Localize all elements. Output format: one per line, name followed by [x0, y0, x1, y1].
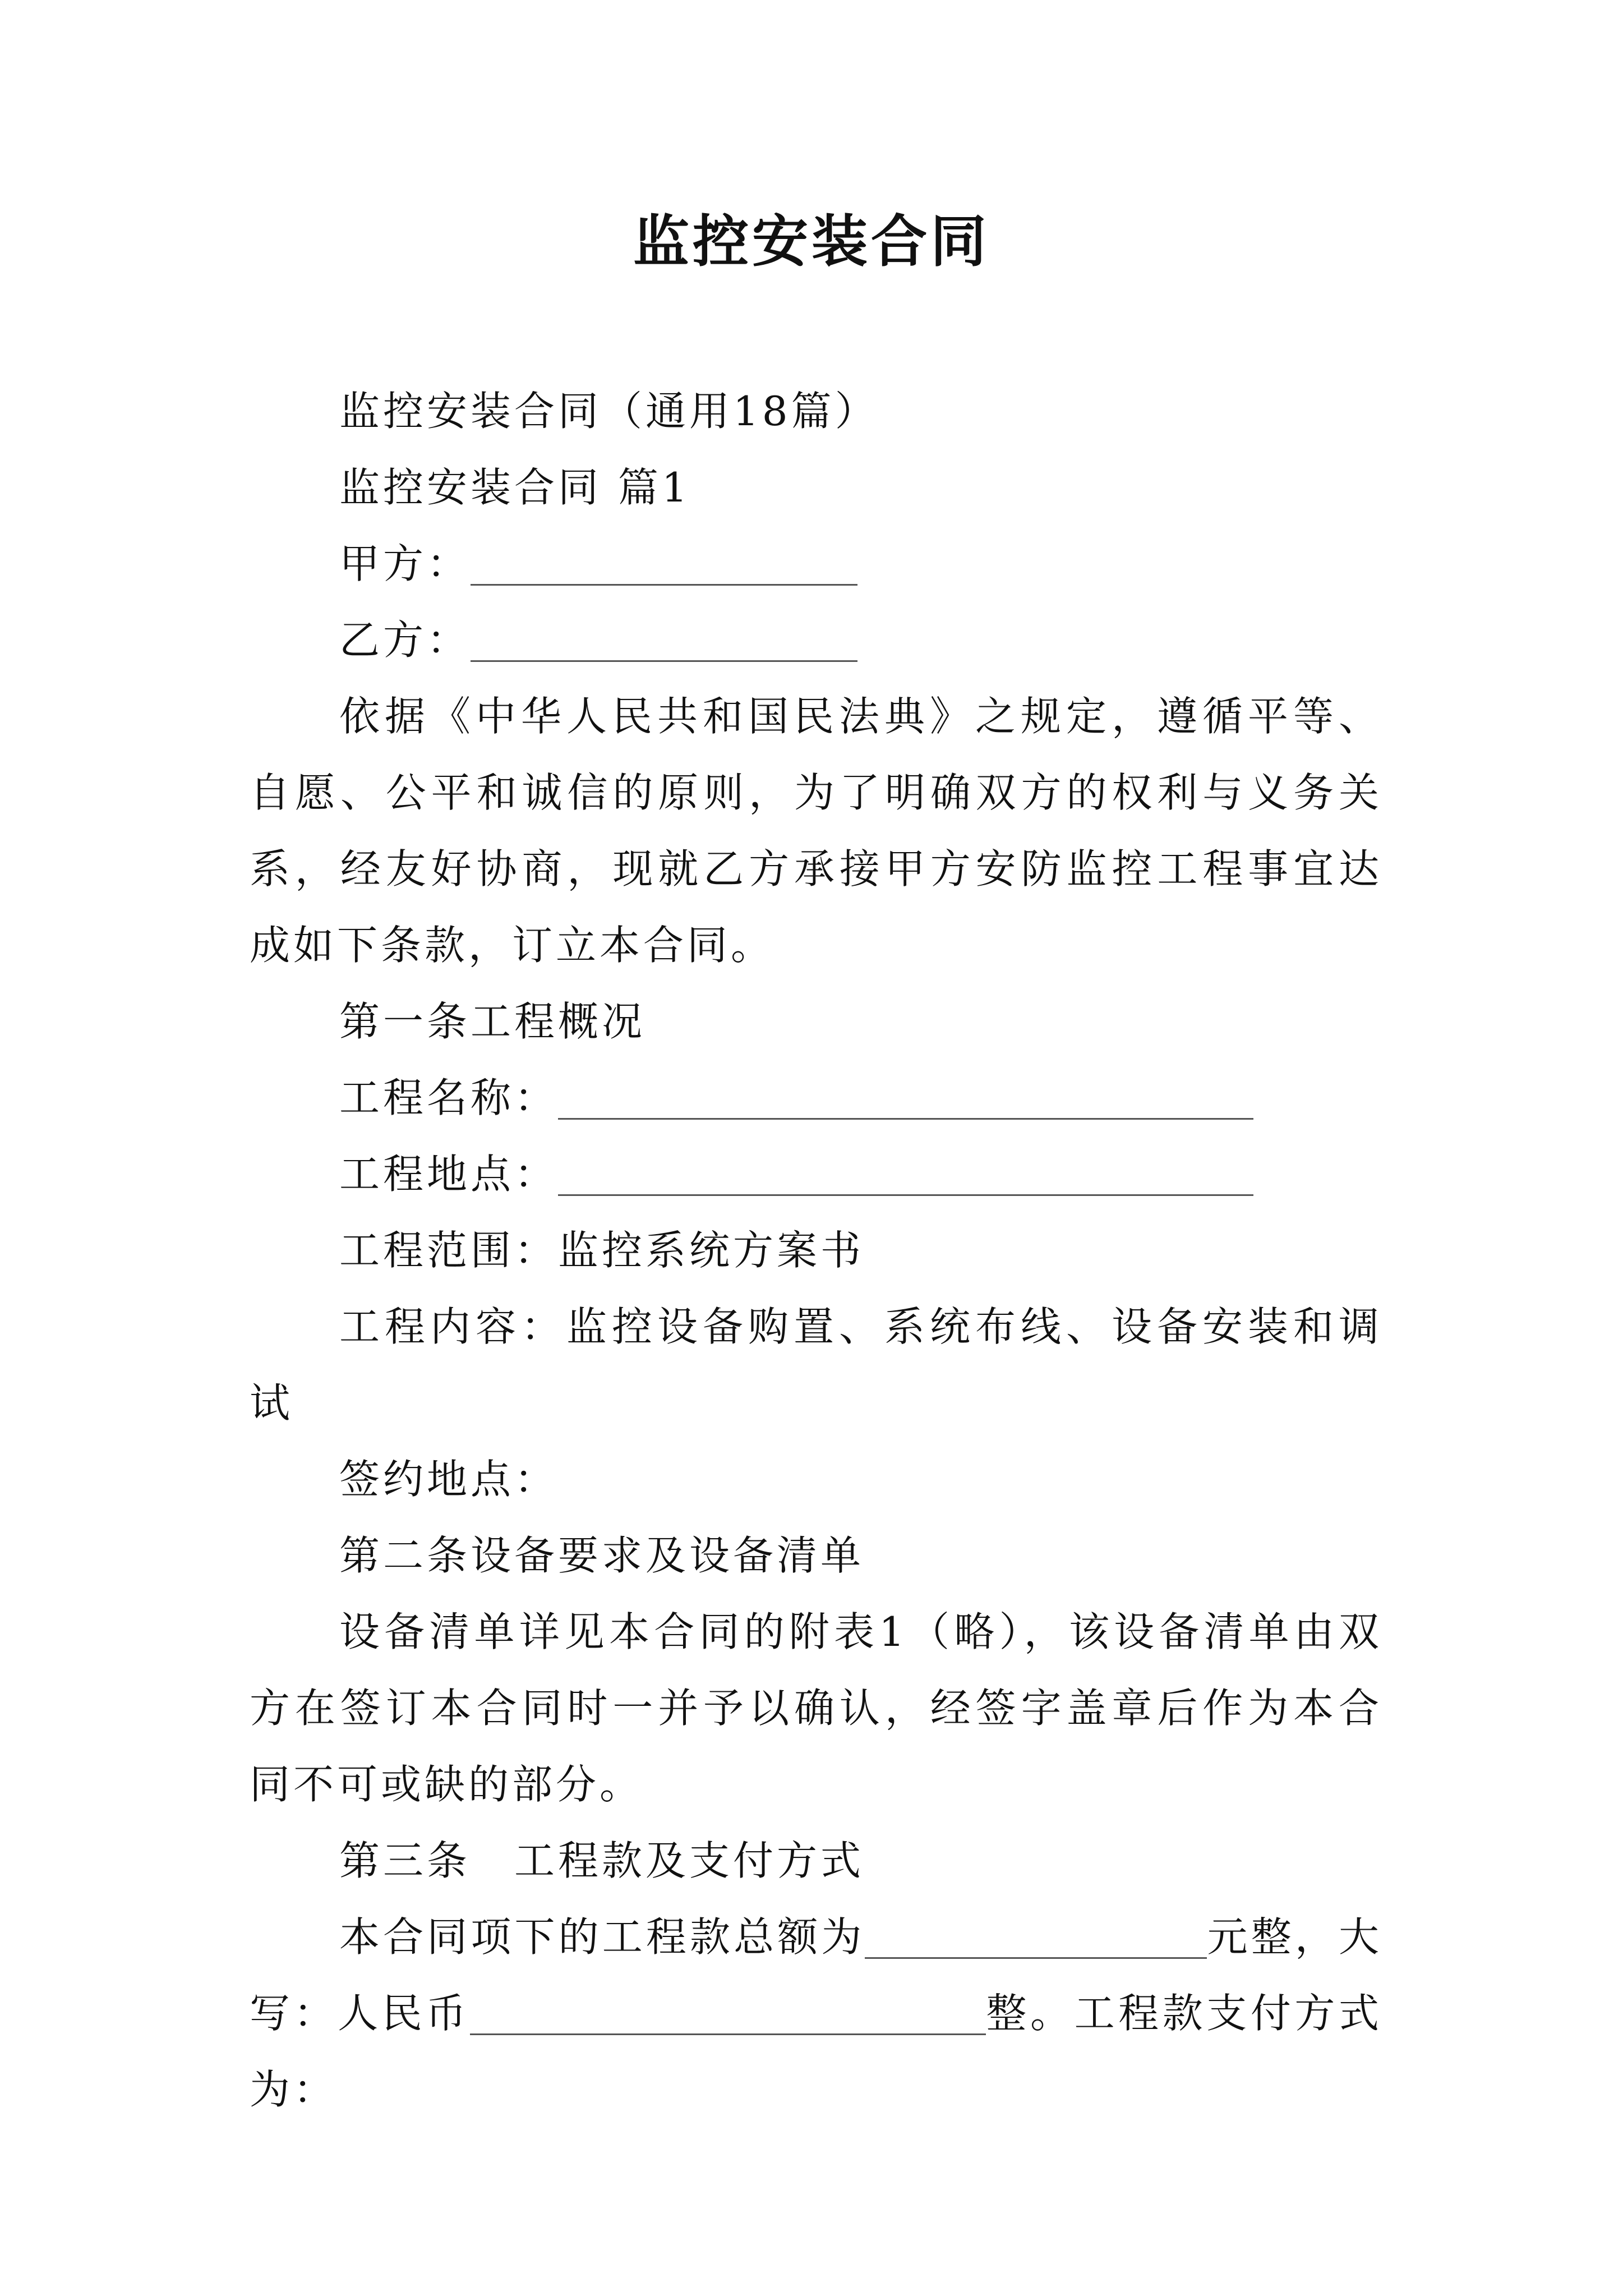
article3-paragraph [250, 1899, 1382, 2128]
project-scope: 工程范围：监控系统方案书 [339, 1227, 865, 1274]
party-b-label: 乙方： [339, 616, 471, 664]
project-location-blank [558, 1149, 1253, 1196]
rmb-suffix: 整。工程款支付方式为： [250, 1990, 1382, 2113]
amount-prefix: 本合同项下的工程款总额为 [339, 1913, 865, 1961]
project-location-label: 工程地点： [339, 1151, 559, 1198]
signing-location: 签约地点： [339, 1456, 559, 1503]
amount-blank [865, 1912, 1207, 1959]
document-title: 监控安装合同 [633, 208, 990, 274]
project-location-line [250, 1136, 1382, 1212]
subtitle: 监控安装合同（通用18篇） [339, 388, 879, 435]
party-a-blank [471, 539, 857, 586]
party-a-line [250, 526, 1382, 602]
article1-heading: 第一条工程概况 [339, 998, 646, 1045]
project-name-blank [558, 1073, 1253, 1120]
section-heading: 监控安装合同 篇1 [339, 464, 691, 511]
party-b-blank [471, 615, 857, 662]
project-content: 工程内容：监控设备购置、系统布线、设备安装和调试 [250, 1303, 1382, 1427]
intro-paragraph: 依据《中华人民共和国民法典》之规定，遵循平等、自愿、公平和诚信的原则，为了明确双方的权利与义务关系，经友好协商，现就乙方承接甲方安防监控工程事宜达成如下条款，订立本合同。 [250, 693, 1382, 969]
document-body [250, 373, 1382, 2128]
rmb-blank [470, 1989, 986, 2035]
project-name-line [250, 1060, 1382, 1136]
article3-heading: 第三条 工程款及支付方式 [339, 1837, 865, 1884]
project-name-label: 工程名称： [339, 1074, 559, 1121]
article2-paragraph: 设备清单详见本合同的附表1（略），该设备清单由双方在签订本合同时一并予以确认，经签字盖章后作为本合同不可或缺的部分。 [250, 1608, 1382, 1808]
amount-suffix: 元整，大写：人民币 [250, 1913, 1382, 2037]
article2-heading: 第二条设备要求及设备清单 [339, 1532, 865, 1579]
party-a-label: 甲方： [339, 540, 471, 587]
party-b-line [250, 602, 1382, 678]
